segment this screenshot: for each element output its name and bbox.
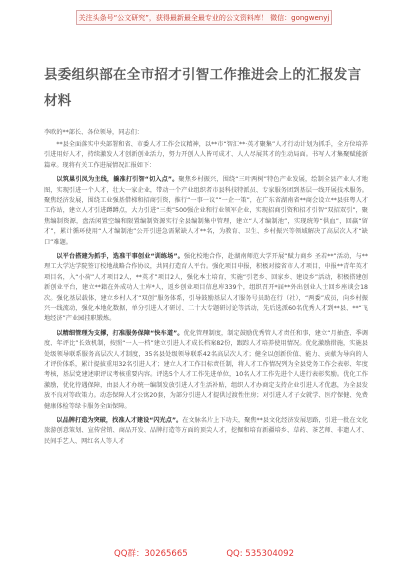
paragraph: [44, 329, 368, 412]
paragraph-text: 强化校地合作，赴湖南师范大学开展“赋力商乡 圣若**”活动，与**理工大学达学院签订校地战略合作协议，共同打造育人平台。强化项目申报，积极对接省市人才项目，申报**青年英才项目名，入“小荷”人才项目2人，**英才”项目2人，强化本土培育，实施“引老乡、回家乡、建设乡”活动，积极搭建创新创业平台，建立**籍在外成功人士库*人，返乡创业项目信息库339个，组织召开*届**外出创业人士回乡座谈会18次。强化基层载体，建立乡村人才“双创”服务体系，引导鼓励基层人才服务号员助在行（社），“两委”成员，向乡村振兴一线流动，强化本地化数据，单分引进人才研讨、二十大专题研讨论等活动，先后选派60名优秀人才到**县、**“飞地经济”产业园挂职锻炼。: [44, 252, 368, 323]
paragraph: [44, 175, 368, 248]
footer-contact: [0, 543, 408, 565]
header-banner: 关注头条号“公文研究”，获得最新最全最专业的公文资料库！ 微信：gongwenyj: [76, 10, 332, 25]
paragraph-text: 在文脉名片上下功夫，聚焦**县文化经济发展思路，引进一批在文化旅游创意策划、宣传营销、商品开发、品牌打造等方面的顶尖人才，挖掘和培育新疆培乡、草药、茶艺师、非遗人才、民间手艺人、网红名人等人才: [44, 417, 368, 445]
paragraph-lead: 以品牌打造为突破，找准人才建设“闪光点”。: [56, 417, 183, 425]
paragraph-text: 优化管理制度，制定鼓励优秀管人才责任和事，建立“月抽查、季调度、年评比”长效机制，按照“一人一档”建立引进人才成长档案82份，跟踪人才培养使用情况。优化激励措施，实施县处级领导联系服务高层次人才制度，35名县处级领导联系42名高层次人才；健全以创新价值、能力、贡献为导向的人才评价体系，累计提拔重用32名引进人才；建立人才工作目标责任制，将人才工作情况列为全县党务工作会表彰、年度考核，基层党建述职评议考核重要内容。评选5个人才工作先进单位，10名人才工作先进个人进行表彰奖励。优化工作激励，优化待遇保障，由县人才办统一编制发放引进人才生活补贴，组织人才办商定支持企业引进人才优惠，为全县发放不良对等政策力。动态保障人才公寓20套，为部分引进人才提供过渡性住房；对引进人才子女就学、医疗保健、免费健康体检等绿卡服务全面保障。: [44, 329, 368, 410]
paragraph: [44, 252, 368, 325]
paragraph-text: **县全面落实中央部署和省、市委人才工作会议精神，以**市“智汇**·英才聚集”人才行动计划为抓手，全方位培养引进用好人才，持续激发人才创新创业活力，努力开创人人皆可成才、人人尽展其才的生动局面。书写人才集聚赋能新篇章。现将有关工作进展情况汇报如下：: [44, 140, 368, 169]
document-body: [44, 128, 368, 538]
footer-qq-group: QQ群：30265665: [114, 549, 188, 559]
document-title: 县委组织部在全市招才引智工作推进会上的汇报发言材料: [44, 67, 362, 109]
paragraph-lead: 以筑巢引凤为主线，撬准打引智“切入点”。: [56, 176, 179, 184]
paragraph-lead: 以平台搭建为抓手，选准干事创业“训练场”。: [56, 252, 184, 260]
paragraph-text: 聚焦乡村振兴，围绕“三叶两树”特色产业发展，绘制全县产业人才地图，实现引进一个人才，壮大一家企业，带动一个产业组织者市县科技特派员、专家服务团到基层一线开展技术服务。聚焦经济发展，围绕工业强基借梯和招商引资，推行“一事一议”“一企一策”，在广东省湖南省**商会设立**县驻粤人才工作站，建立人才引进蹲蹲点，大力引进“三类”500强企业和行业领军企业，实现招商引资和招才引智“双招双引”，聚焦编制资源，盘活闲置空编和限置编制资源实行全县编制集中管理，建立“人才编制池”，实现统筹“供血”，回赢“留才”，累计循环使用“人才编制池”公开引进急需紧缺人才**名，为教育、卫生、乡村振兴等领域解决了高层次人才“缺口”难题。: [44, 176, 368, 246]
paragraph: [44, 416, 368, 447]
paragraph-lead: 以精细管理为支撑，打准服务保障“快车道”。: [56, 329, 184, 337]
paragraph: [44, 140, 368, 171]
salutation: 李欧的**部长、各位领导，同志们：: [44, 129, 143, 136]
footer-qq: QQ: 535304092: [226, 549, 294, 559]
